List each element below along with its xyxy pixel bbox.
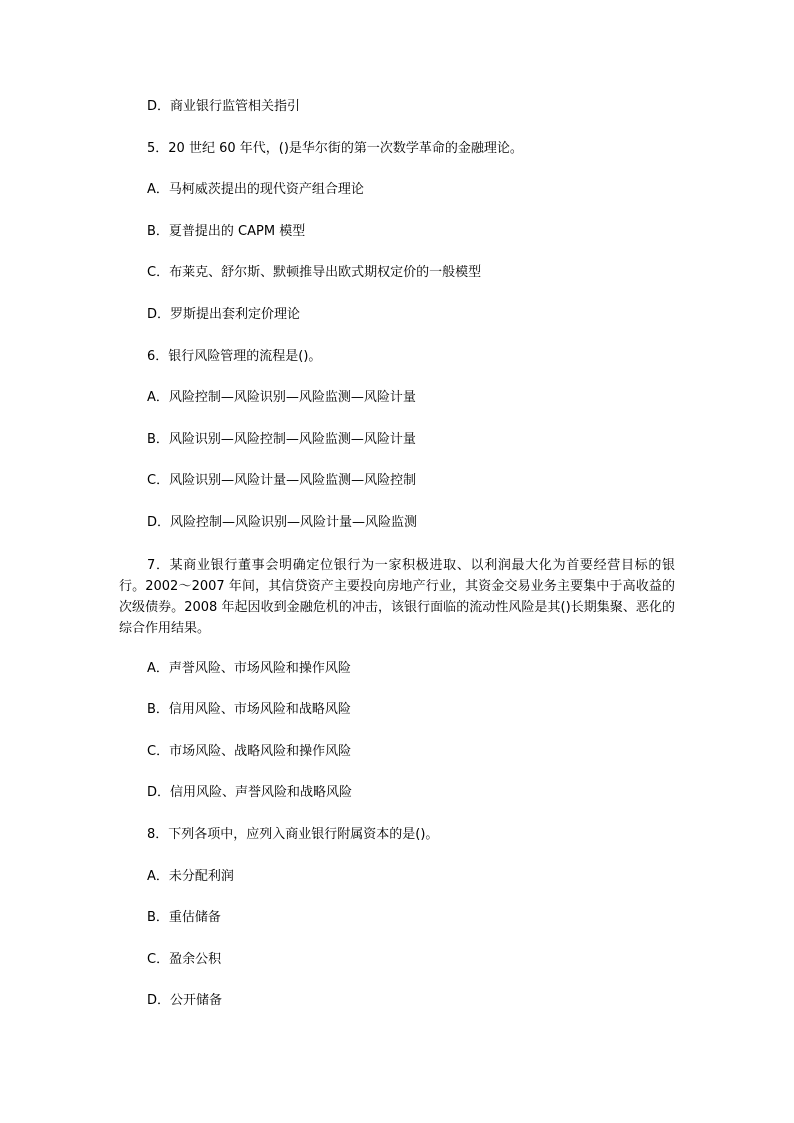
option-5c: C．布莱克、舒尔斯、默顿推导出欧式期权定价的一般模型 xyxy=(147,265,482,280)
option-6c: C．风险识别—风险计量—风险监测—风险控制 xyxy=(147,473,417,488)
option-8c: C．盈余公积 xyxy=(147,952,222,967)
option-8a: A．未分配利润 xyxy=(147,869,234,884)
question-6: 6．银行风险管理的流程是()。 xyxy=(147,349,322,364)
option-4d: D．商业银行监管相关指引 xyxy=(147,99,301,114)
option-6a: A．风险控制—风险识别—风险监测—风险计量 xyxy=(147,390,416,405)
option-5b: B．夏普提出的 CAPM 模型 xyxy=(147,224,306,239)
option-8b: B．重估储备 xyxy=(147,910,221,925)
option-5d: D．罗斯提出套利定价理论 xyxy=(147,307,301,322)
option-8d: D．公开储备 xyxy=(147,993,223,1008)
option-6d: D．风险控制—风险识别—风险计量—风险监测 xyxy=(147,515,418,530)
option-7a: A．声誉风险、市场风险和操作风险 xyxy=(147,661,351,676)
option-5a: A．马柯威茨提出的现代资产组合理论 xyxy=(147,182,364,197)
option-7c: C．市场风险、战略风险和操作风险 xyxy=(147,744,352,759)
question-5: 5．20 世纪 60 年代，()是华尔街的第一次数学革命的金融理论。 xyxy=(147,141,523,156)
option-6b: B．风险识别—风险控制—风险监测—风险计量 xyxy=(147,432,416,447)
option-7b: B．信用风险、市场风险和战略风险 xyxy=(147,702,351,717)
question-8: 8．下列各项中，应列入商业银行附属资本的是()。 xyxy=(147,827,439,842)
option-7d: D．信用风险、声誉风险和战略风险 xyxy=(147,785,353,800)
question-7: 7．某商业银行董事会明确定位银行为一家积极进取、以利润最大化为首要经营目标的银行。2002～2007 年间，其信贷资产主要投向房地产行业，其资金交易业务主要集中于高收益的次级债券。2008 年起因收到金融危机的冲击，该银行面临的流动性风险是其()长期集聚、恶化的综合作用结果。 xyxy=(119,558,675,636)
